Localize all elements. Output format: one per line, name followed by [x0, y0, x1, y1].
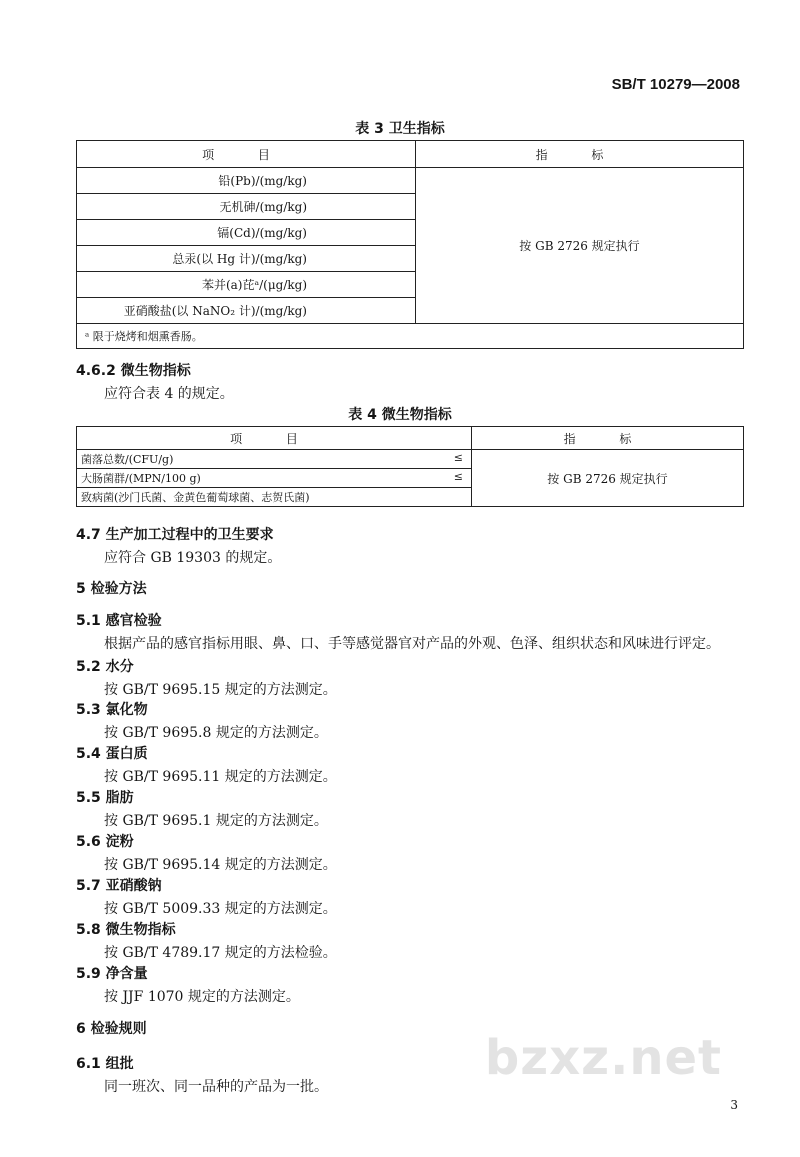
table3-row: 亚硝酸盐(以 NaNO₂ 计)/(mg/kg) — [77, 298, 416, 324]
table3-row: 铅(Pb)/(mg/kg) — [77, 168, 416, 194]
table4-row — [77, 450, 472, 469]
table4-row-sign: ≤ — [453, 451, 463, 464]
table4-row-label: 菌落总数/(CFU/g) — [81, 453, 174, 466]
section-5-3-text: 按 GB/T 9695.8 规定的方法测定。 — [104, 725, 328, 741]
table4-merged-value: 按 GB 2726 规定执行 — [472, 450, 744, 507]
page-number: 3 — [730, 1098, 738, 1112]
section-5-8-text: 按 GB/T 4789.17 规定的方法检验。 — [104, 945, 337, 961]
section-5-7-text: 按 GB/T 5009.33 规定的方法测定。 — [104, 901, 337, 917]
table4-row — [77, 488, 472, 507]
section-6-1-heading: 6.1 组批 — [76, 1056, 134, 1072]
section-5-9-heading: 5.9 净含量 — [76, 966, 148, 982]
section-4-6-2-heading: 4.6.2 微生物指标 — [76, 363, 191, 379]
table3-footnote: ᵃ 限于烧烤和烟熏香肠。 — [77, 324, 744, 349]
table3 — [76, 140, 744, 349]
section-5-4-heading: 5.4 蛋白质 — [76, 746, 148, 762]
section-5-1-heading: 5.1 感官检验 — [76, 613, 162, 629]
section-5-6-heading: 5.6 淀粉 — [76, 834, 134, 850]
table4-row-label: 致病菌(沙门氏菌、金黄色葡萄球菌、志贺氏菌) — [81, 491, 310, 504]
section-5-8-heading: 5.8 微生物指标 — [76, 922, 176, 938]
section-6-heading: 6 检验规则 — [76, 1021, 147, 1037]
table4-col-item: 项 目 — [77, 427, 472, 450]
table3-row: 苯并(a)芘ᵃ/(μg/kg) — [77, 272, 416, 298]
table3-row: 总汞(以 Hg 计)/(mg/kg) — [77, 246, 416, 272]
section-4-7-text: 应符合 GB 19303 的规定。 — [104, 550, 282, 566]
table4-caption: 表 4 微生物指标 — [348, 407, 452, 423]
section-5-4-text: 按 GB/T 9695.11 规定的方法测定。 — [104, 769, 337, 785]
standard-code: SB/T 10279—2008 — [611, 76, 740, 93]
section-5-3-heading: 5.3 氯化物 — [76, 702, 148, 718]
section-5-2-heading: 5.2 水分 — [76, 659, 134, 675]
table3-row: 无机砷/(mg/kg) — [77, 194, 416, 220]
table4-row-sign: ≤ — [453, 470, 463, 483]
section-5-7-heading: 5.7 亚硝酸钠 — [76, 878, 162, 894]
table3-col-index: 指 标 — [416, 141, 744, 168]
table3-col-item: 项 目 — [77, 141, 416, 168]
table4-row — [77, 469, 472, 488]
section-5-2-text: 按 GB/T 9695.15 规定的方法测定。 — [104, 682, 337, 698]
table4-row-label: 大肠菌群/(MPN/100 g) — [81, 472, 201, 485]
table4-col-index: 指 标 — [472, 427, 744, 450]
watermark: bzxz.net — [484, 1030, 722, 1086]
table4 — [76, 426, 744, 507]
table3-row: 镉(Cd)/(mg/kg) — [77, 220, 416, 246]
table3-caption: 表 3 卫生指标 — [355, 121, 445, 137]
table3-merged-value: 按 GB 2726 规定执行 — [416, 168, 744, 324]
section-5-heading: 5 检验方法 — [76, 581, 147, 597]
section-5-1-text: 根据产品的感官指标用眼、鼻、口、手等感觉器官对产品的外观、色泽、组织状态和风味进行评定。 — [104, 636, 720, 652]
section-5-9-text: 按 JJF 1070 规定的方法测定。 — [104, 989, 300, 1005]
section-4-6-2-text: 应符合表 4 的规定。 — [104, 386, 234, 402]
section-4-7-heading: 4.7 生产加工过程中的卫生要求 — [76, 527, 274, 543]
section-5-6-text: 按 GB/T 9695.14 规定的方法测定。 — [104, 857, 337, 873]
section-5-5-text: 按 GB/T 9695.1 规定的方法测定。 — [104, 813, 328, 829]
section-6-1-text: 同一班次、同一品种的产品为一批。 — [104, 1079, 328, 1095]
section-5-5-heading: 5.5 脂肪 — [76, 790, 134, 806]
